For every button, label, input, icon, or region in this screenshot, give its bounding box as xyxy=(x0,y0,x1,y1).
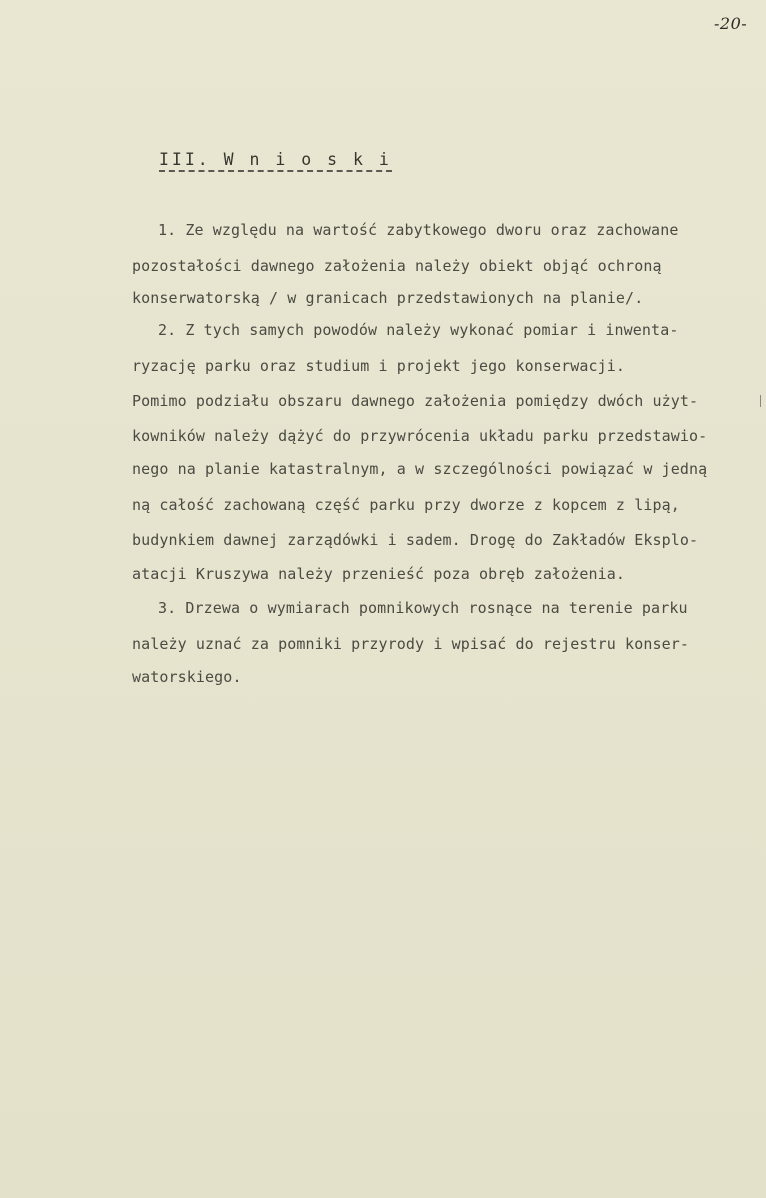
page-number: -20- xyxy=(714,14,748,33)
paper-mark xyxy=(760,395,761,407)
text-line: pozostałości dawnego założenia należy obiekt objąć ochroną xyxy=(132,257,662,275)
text-line: 3. Drzewa o wymiarach pomnikowych rosnące na terenie parku xyxy=(158,599,688,617)
text-line: należy uznać za pomniki przyrody i wpisać do rejestru konser- xyxy=(132,635,689,653)
text-line: konserwatorską / w granicach przedstawionych na planie/. xyxy=(132,289,644,307)
text-line: 2. Z tych samych powodów należy wykonać pomiar i inwenta- xyxy=(158,321,679,339)
text-line: atacji Kruszywa należy przenieść poza obręb założenia. xyxy=(132,565,626,583)
text-line: ryzację parku oraz studium i projekt jego konserwacji. xyxy=(132,357,626,375)
text-line: 1. Ze względu na wartość zabytkowego dworu oraz zachowane xyxy=(158,221,679,239)
text-line: watorskiego. xyxy=(132,668,242,686)
text-line: budynkiem dawnej zarządówki i sadem. Drogę do Zakładów Eksplo- xyxy=(132,531,699,549)
text-line: nego na planie katastralnym, a w szczególności powiązać w jedną xyxy=(132,460,708,478)
text-line: ną całość zachowaną część parku przy dworze z kopcem z lipą, xyxy=(132,496,680,514)
section-heading: III. W n i o s k i xyxy=(159,150,392,172)
text-line: Pomimo podziału obszaru dawnego założenia pomiędzy dwóch użyt- xyxy=(132,392,699,410)
text-line: kowników należy dążyć do przywrócenia układu parku przedstawio- xyxy=(132,427,708,445)
